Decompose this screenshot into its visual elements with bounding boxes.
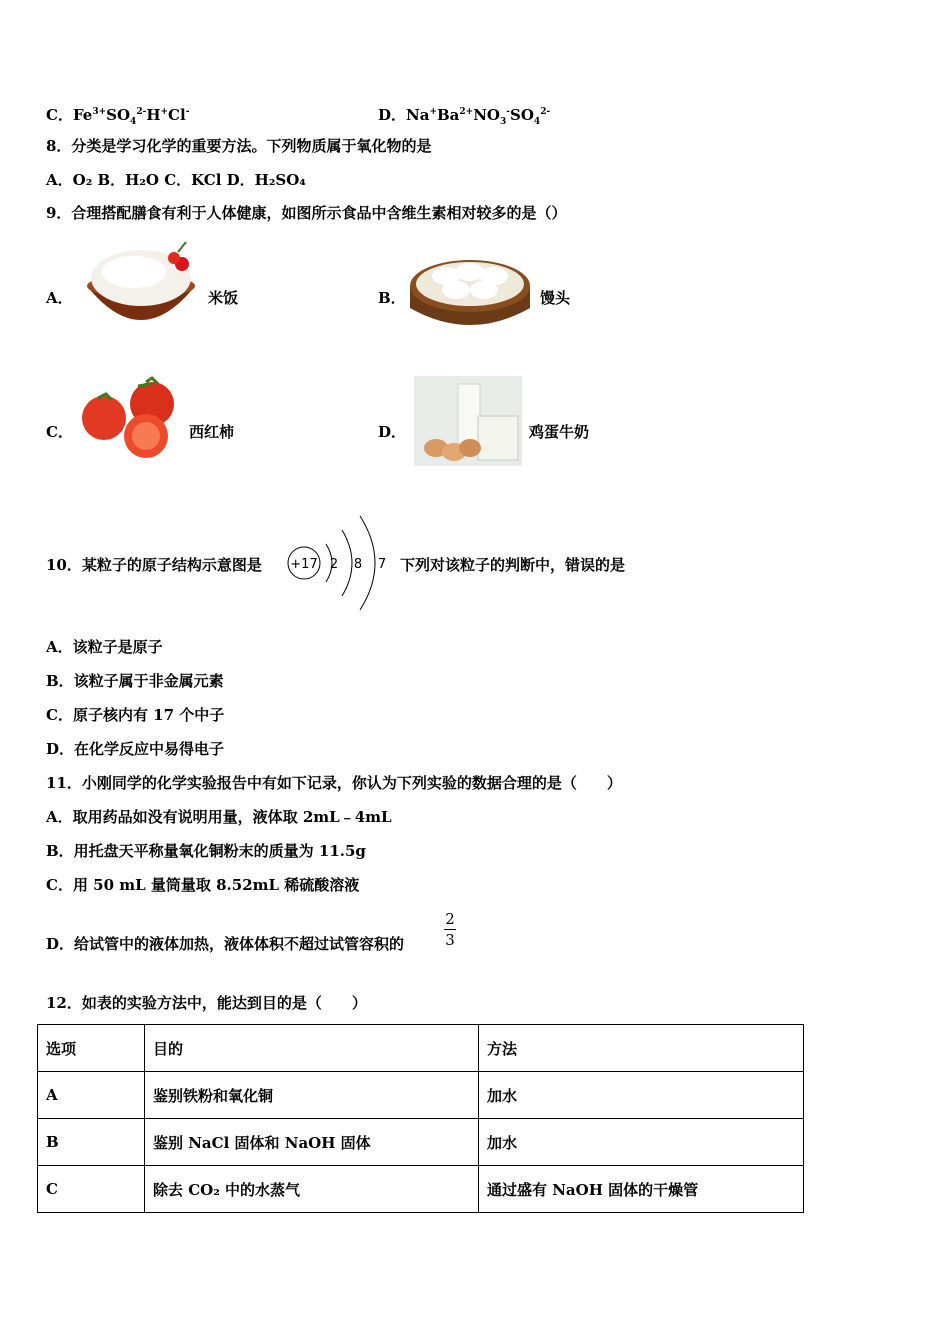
row-a-purpose: 鉴别铁粉和氧化铜 (145, 1072, 479, 1119)
tomatoes-image (78, 376, 180, 460)
q9-stem: 9．合理搭配膳食有利于人体健康，如图所示食品中含维生素相对较多的是（） (46, 204, 567, 222)
row-c-purpose: 除去 CO₂ 中的水蒸气 (145, 1166, 479, 1213)
q12-stem: 12．如表的实验方法中，能达到目的是（ ） (46, 994, 367, 1012)
row-b-method: 加水 (479, 1119, 804, 1166)
q11-option-c: C．用 50 mL 量筒量取 8.52mL 稀硫酸溶液 (46, 876, 360, 894)
q11-option-a: A．取用药品如没有说明用量，液体取 2mL﹣4mL (46, 808, 392, 826)
q10-option-d: D．在化学反应中易得电子 (46, 740, 225, 758)
nucleus-charge: +17 (290, 557, 318, 572)
row-b-purpose: 鉴别 NaCl 固体和 NaOH 固体 (145, 1119, 479, 1166)
row-b-option: B (38, 1119, 145, 1166)
shell-3-electrons: 7 (377, 557, 387, 572)
row-c-option: C (38, 1166, 145, 1213)
q10-option-b: B．该粒子属于非金属元素 (46, 672, 224, 690)
header-option: 选项 (38, 1025, 145, 1072)
fraction-numerator: 2 (445, 910, 455, 928)
eggs-and-milk-image (414, 376, 522, 466)
row-c-method: 通过盛有 NaOH 固体的干燥管 (479, 1166, 804, 1213)
q9-option-d-caption: 鸡蛋牛奶 (529, 423, 590, 441)
q9-option-c-label: C． (46, 423, 73, 441)
atomic-structure-diagram (284, 502, 394, 620)
q10-option-a: A．该粒子是原子 (46, 638, 163, 656)
q10-stem-pre: 10．某粒子的原子结构示意图是 (46, 556, 262, 574)
q7-option-c: C．$Fe^{3+}SO_4^{2-}H^+Cl^-$ (46, 106, 190, 127)
q10-stem-post: 下列对该粒子的判断中，错误的是 (400, 556, 626, 574)
experiment-table (37, 1024, 804, 1213)
rice-bowl-image (82, 236, 200, 338)
header-purpose: 目的 (145, 1025, 479, 1072)
q9-option-d-label: D． (378, 423, 407, 441)
header-method: 方法 (479, 1025, 804, 1072)
row-a-method: 加水 (479, 1072, 804, 1119)
fraction-denominator: 3 (445, 931, 455, 949)
fraction-two-thirds (444, 910, 456, 949)
q9-option-a-caption: 米饭 (208, 289, 239, 307)
q9-option-b-caption: 馒头 (540, 289, 571, 307)
q7-option-d: D．$Na^+Ba^{2+}NO_3^-SO_4^{2-}$ (378, 106, 551, 127)
table-row (38, 1119, 804, 1166)
q9-option-a-label: A． (46, 289, 73, 307)
steamed-buns-image (408, 246, 532, 334)
table-header-row (38, 1025, 804, 1072)
shell-1-electrons: 2 (329, 557, 339, 572)
table-row (38, 1072, 804, 1119)
q8-options: A．O₂ B．H₂O C．KCl D．H₂SO₄ (46, 171, 306, 189)
q11-option-b: B．用托盘天平称量氧化铜粉末的质量为 11.5g (46, 842, 366, 860)
row-a-option: A (38, 1072, 145, 1119)
q11-option-d: D．给试管中的液体加热，液体体积不超过试管容积的 (46, 935, 405, 953)
q10-option-c: C．原子核内有 17 个中子 (46, 706, 225, 724)
table-row (38, 1166, 804, 1213)
q9-option-b-label: B． (378, 289, 406, 307)
q8-stem: 8．分类是学习化学的重要方法。下列物质属于氧化物的是 (46, 137, 432, 155)
shell-2-electrons: 8 (353, 557, 363, 572)
q9-option-c-caption: 西红柿 (189, 423, 235, 441)
q11-stem: 11．小刚同学的化学实验报告中有如下记录，你认为下列实验的数据合理的是（ ） (46, 774, 622, 792)
